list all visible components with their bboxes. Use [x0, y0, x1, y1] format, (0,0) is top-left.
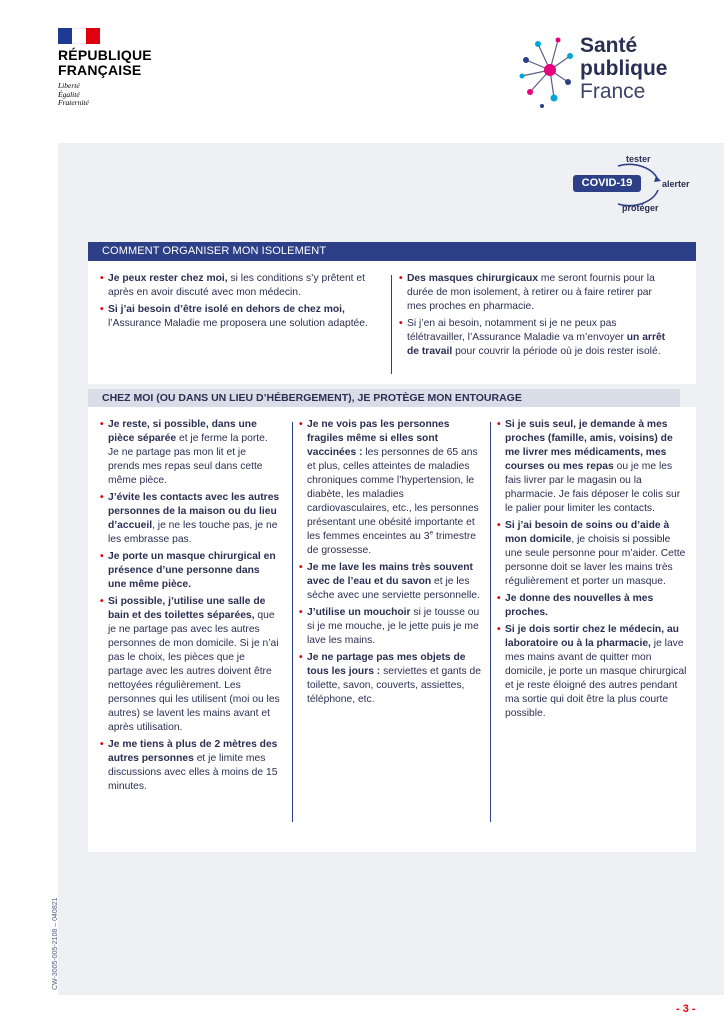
list-item: • Si j’en ai besoin, notamment si je ne peux pas télétravailler, l’Assurance Maladie va m’envoyer un arrêt de travail pour couvrir la période où je dois rester isolé.: [399, 317, 669, 359]
list-item: • Je donne des nouvelles à mes proches.: [497, 592, 687, 620]
proteger-label: protéger: [622, 203, 659, 213]
page-number: - 3 -: [676, 1003, 696, 1015]
spf-wordmark: Santé publique France: [580, 34, 668, 103]
list-item: • Si je suis seul, je demande à mes proches (famille, amis, voisins) de me livrer mes médicaments, mes courses ou mes repas ou je me les fais livrer par le magasin ou la pharmacie. Je fais déposer le colis sur le palier pour limiter les contacts.: [497, 418, 687, 516]
tester-label: tester: [626, 154, 651, 164]
section1-title: COMMENT ORGANISER MON ISOLEMENT: [88, 242, 696, 261]
list-item: • Je porte un masque chirurgical en présence d’une personne dans une même pièce.: [100, 550, 280, 592]
french-flag-icon: [58, 28, 100, 44]
section2-divider-2: [490, 422, 491, 822]
list-item: • Je ne partage pas mes objets de tous les jours : serviettes et gants de toilette, savon, couverts, assiettes, téléphone, etc.: [299, 651, 483, 707]
list-item: • Si je dois sortir chez le médecin, au laboratoire ou à la pharmacie, je lave mes mains avant de quitter mon domicile, je porte un masque chirurgical et je reste éloigné des autres pendant ma sortie qui doit être la plus courte possible.: [497, 623, 687, 721]
section1-divider: [391, 275, 392, 374]
rf-motto: Liberté Égalité Fraternité: [58, 81, 89, 107]
list-item: • Je reste, si possible, dans une pièce séparée et je ferme la porte. Je ne partage pas mon lit et je prends mes repas seul dans cette même pièce.: [100, 418, 280, 488]
document-code: CW-3005-005-2108 – 040821: [52, 897, 59, 990]
list-item: • Je peux rester chez moi, si les conditions s’y prêtent et après en avoir discuté avec mon médecin.: [100, 272, 380, 300]
list-item: • Je ne vois pas les personnes fragiles même si elles sont vaccinées : les personnes de 65 ans et plus, celles atteintes de maladies chroniques comme l’hypertension, le diabète, les maladies cardiovasculaires, etc., les personnes présentant une obésité importante et les femmes enceintes au 3e trimestre de grossesse.: [299, 418, 483, 558]
list-item: • Je me lave les mains très souvent avec de l’eau et du savon et je les sèche avec une serviette personnelle.: [299, 561, 483, 603]
section1-left-column: [100, 272, 380, 334]
list-item: • J’utilise un mouchoir si je tousse ou si je me mouche, je le jette puis je me lave les mains.: [299, 606, 483, 648]
section2-title: CHEZ MOI (OU DANS UN LIEU D’HÉBERGEMENT), JE PROTÈGE MON ENTOURAGE: [88, 389, 680, 407]
section2-column-3: [497, 418, 687, 724]
section1-right-column: [399, 272, 669, 362]
sante-publique-france-logo: [514, 32, 674, 112]
list-item: • Si j’ai besoin de soins ou d’aide à mon domicile, je choisis si possible une seule personne pour m’aider. Cette personne doit se laver les mains très régulièrement et porter un masque.: [497, 519, 687, 589]
section2-divider-1: [292, 422, 293, 822]
covid-badge: [566, 154, 690, 214]
list-item: • J’évite les contacts avec les autres personnes de la maison ou du lieu d’accueil, je ne les touche pas, je ne les embrasse pas.: [100, 491, 280, 547]
republique-francaise-logo: [58, 28, 168, 108]
section2-column-1: [100, 418, 280, 797]
rf-name-line1: RÉPUBLIQUE: [58, 47, 152, 63]
covid-pill: COVID-19: [573, 175, 641, 192]
alerter-label: alerter: [662, 179, 690, 189]
rf-name-line2: FRANÇAISE: [58, 62, 142, 78]
molecule-icon: [514, 32, 576, 110]
list-item: • Je me tiens à plus de 2 mètres des autres personnes et je limite mes discussions avec elles à moins de 15 minutes.: [100, 738, 280, 794]
list-item: • Des masques chirurgicaux me seront fournis pour la durée de mon isolement, à retirer ou à faire retirer par mes proches en pharmacie.: [399, 272, 669, 314]
section2-column-2: [299, 418, 483, 710]
list-item: • Si j’ai besoin d’être isolé en dehors de chez moi, l’Assurance Maladie me proposera une solution adaptée.: [100, 303, 380, 331]
list-item: • Si possible, j’utilise une salle de bain et des toilettes séparées, que je ne partage pas avec les autres personnes de mon domicile. Si je n’ai pas le choix, les pièces que je partage avec les autres doivent être nettoyées régulièrement. Les personnes qui les utilisent (moi ou les autres) se lavent les mains avant et après utilisation.: [100, 595, 280, 735]
